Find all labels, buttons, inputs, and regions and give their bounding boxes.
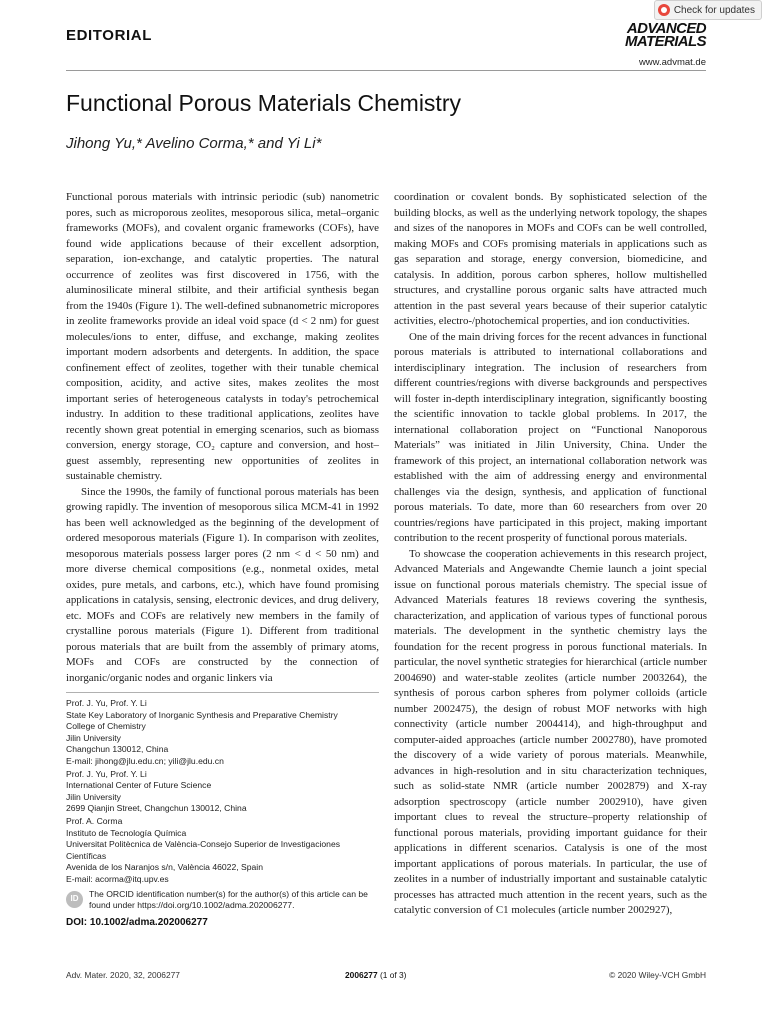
footer-page: [345, 970, 406, 980]
email-line[interactable]: E-mail: acorma@itq.upv.es: [66, 873, 169, 884]
affiliation-line: Prof. A. Corma: [66, 815, 123, 826]
logo-line-bottom: MATERIALS: [625, 33, 706, 50]
affiliation-line: College of Chemistry: [66, 721, 146, 732]
doi[interactable]: DOI: 10.1002/adma.202006277: [66, 916, 208, 928]
email-line[interactable]: E-mail: jihong@jlu.edu.cn; yili@jlu.edu.cn: [66, 755, 224, 766]
affiliation-line: Universitat Politècnica de València-Consejo Superior de Investigaciones Científicas: [66, 839, 341, 861]
affiliation-block: [66, 698, 379, 768]
check-for-updates-label: Check for updates: [673, 4, 755, 16]
paragraph: To showcase the cooperation achievements in this research project, Advanced Materials and Angewandte Chemie launch a joint special issue on functional porous materials chemistry. The special issue of Advanced Materials features 18 reviews covering the synthesis, characterization, and application of various types of functional porous materials. The development in the synthetic chemistry lays the foundation for the recent progress in porous functional materials. In particular, the novel synthetic strategies for hierarchical (article number 2004690) and water-stable zeolites (article number 2003264), the synthesis of porous carbon spheres from polymer colloids (article number 2002475), the design of robust MOF networks with high connectivity (article number 2004414), and high-throughput and computer-aided approaches (article number 2002780), have promoted the discovery of a wide variety of porous materials. Meanwhile, advances in high-resolution and in situ characterization techniques, such as solid-state NMR (article number 2002879) and X-ray adsorption spectroscopy (article number 2002910), have given important clues to reveal the structure–property relationship of functional porous materials, providing important guidance for their applications in different scenarios. Catalysis is one of the most important applications of porous materials. In particular, the use of zeolites in a number of industrially important and sustainable catalytic processes has attracted much attention in the recent years, such as the catalytic conversion of C1 molecules (article number 2002927),: [394, 547, 707, 916]
section-label: EDITORIAL: [66, 27, 152, 44]
affiliation-line: 2699 Qianjin Street, Changchun 130012, China: [66, 803, 247, 814]
author-list: Jihong Yu,* Avelino Corma,* and Yi Li*: [66, 135, 322, 152]
paragraph: Since the 1990s, the family of functional porous materials has been growing rapidly. The invention of mesoporous silica MCM-41 in 1992 has been well acknowledged as the beginning of the development of ordered mesoporous materials (Figure 1). In comparison with zeolites, mesoporous materials possess larger pores (2 nm < d < 50 nm) and more diverse chemical compositions (e.g., nonmetal oxides, metal oxides, pure metals, and carbons, etc.), which have found promising applications in catalysis, sensing, electronic devices, and drug delivery, etc. MOFs and COFs are relatively new members in the family of crystalline porous materials (Figure 1). Different from traditional porous materials that are built from the assembly of primary atoms, MOFs and COFs are constructed by the connection of inorganic/organic nodes and organic linkers via: [66, 485, 379, 684]
affiliation-line: Prof. J. Yu, Prof. Y. Li: [66, 698, 147, 708]
logo-line-top: ADVANCED: [626, 20, 706, 37]
footer-copyright: © 2020 Wiley-VCH GmbH: [609, 970, 706, 980]
affiliation-block: [66, 769, 379, 815]
affiliation-line: Changchun 130012, China: [66, 744, 169, 755]
body-column-right: [394, 190, 707, 919]
crossmark-icon: [658, 4, 670, 16]
footer-page-of: (1 of 3): [379, 970, 407, 980]
paragraph: coordination or covalent bonds. By sophisticated selection of the building blocks, as well as the underlying network topology, the shapes and sizes of the nanopores in MOFs and COFs can be well controlled, making MOFs and COFs promising materials in applications such as gas separation and storage, energy conversion, biomedicine, and catalysis. In addition, porous carbon spheres, hollow multishelled structures, and crystalline porous organic salts have attracted much attention in the past several years because of their superior catalytic activities, electro-/photochemical properties, and ion conductivities.: [394, 191, 707, 327]
header-divider: [66, 70, 706, 71]
affiliation-line: Instituto de Tecnología Química: [66, 827, 187, 838]
footer-page-number: 2006277: [345, 970, 378, 980]
affiliation-line: Jilin University: [66, 791, 121, 802]
paragraph: Functional porous materials with intrinsic periodic (sub) nanometric pores, such as microporous zeolites, mesoporous silica, metal–organic frameworks (MOFs), and covalent organic frameworks (COFs), have found wide applications because of their excellent adsorption, separation, ion-exchange, and catalytic properties. The natural occurrence of zeolites was first discovered in 1756, with the aluminosilicate mineral stilbite, and their artificial synthesis began from the 1940s (Figure 1). The well-defined subnanometric micropores in zeolite frameworks provide an ideal void space (d < 2 nm) for guest molecules/ions to enter, diffuse, and exchange, making zeolites important modern adsorbents and detergents. In addition, the space confinement effect of zeolites, together with their tunable chemical composition, acidity, and active sites, makes zeolites the most important series of heterogeneous catalysts in today's petrochemical industry. In addition to these traditional applications, zeolites have recently shown great potential in emerging scenarios, such as biomass conversion, energy storage, CO₂ capture and conversion, and host–guest assembly, representing new opportunities of zeolites in sustainable chemistry.: [66, 191, 379, 482]
footer-citation: [66, 970, 180, 980]
affiliation-line: Avenida de los Naranjos s/n, València 46022, Spain: [66, 862, 263, 873]
journal-logo: [602, 22, 706, 48]
affiliations: [66, 698, 379, 928]
journal-url[interactable]: www.advmat.de: [638, 57, 706, 68]
affiliation-divider: [66, 692, 379, 693]
orcid-text[interactable]: The ORCID identification number(s) for the author(s) of this article can be found under https://doi.org/10.1002/adma.202006277.: [89, 888, 368, 911]
orcid-note: [66, 889, 379, 912]
affiliation-line: State Key Laboratory of Inorganic Synthesis and Preparative Chemistry: [66, 709, 338, 720]
affiliation-line: Jilin University: [66, 732, 121, 743]
footer-journal: Adv. Mater. 2020, 32, 2006277: [66, 970, 180, 980]
affiliation-line: International Center of Future Science: [66, 780, 212, 791]
article-title: Functional Porous Materials Chemistry: [66, 90, 461, 116]
orcid-icon: ID: [66, 891, 83, 908]
affiliation-line: Prof. J. Yu, Prof. Y. Li: [66, 768, 147, 779]
check-for-updates-badge[interactable]: [654, 0, 762, 20]
affiliation-block: [66, 816, 379, 886]
body-column-left: [66, 190, 379, 686]
paragraph: One of the main driving forces for the recent advances in functional porous materials is attributed to international collaborations and interdisciplinary integration. The inclusion of researchers from different countries/regions with diverse backgrounds and perspectives will foster in-depth interdisciplinary integration, significantly boosting the scientific innovation to tackle global problems. In 2017, the international collaboration project on “Functional Nanoporous Materials” was initiated in Jilin University, China. Under the framework of this project, an international collaboration network was established with the aim of addressing energy and environmental challenges via the design, synthesis, and application of functional porous materials. To date, more than 60 researchers from over 20 countries/regions have participated in this project, making important contribution to the recent prosperity of functional porous materials.: [394, 330, 707, 544]
